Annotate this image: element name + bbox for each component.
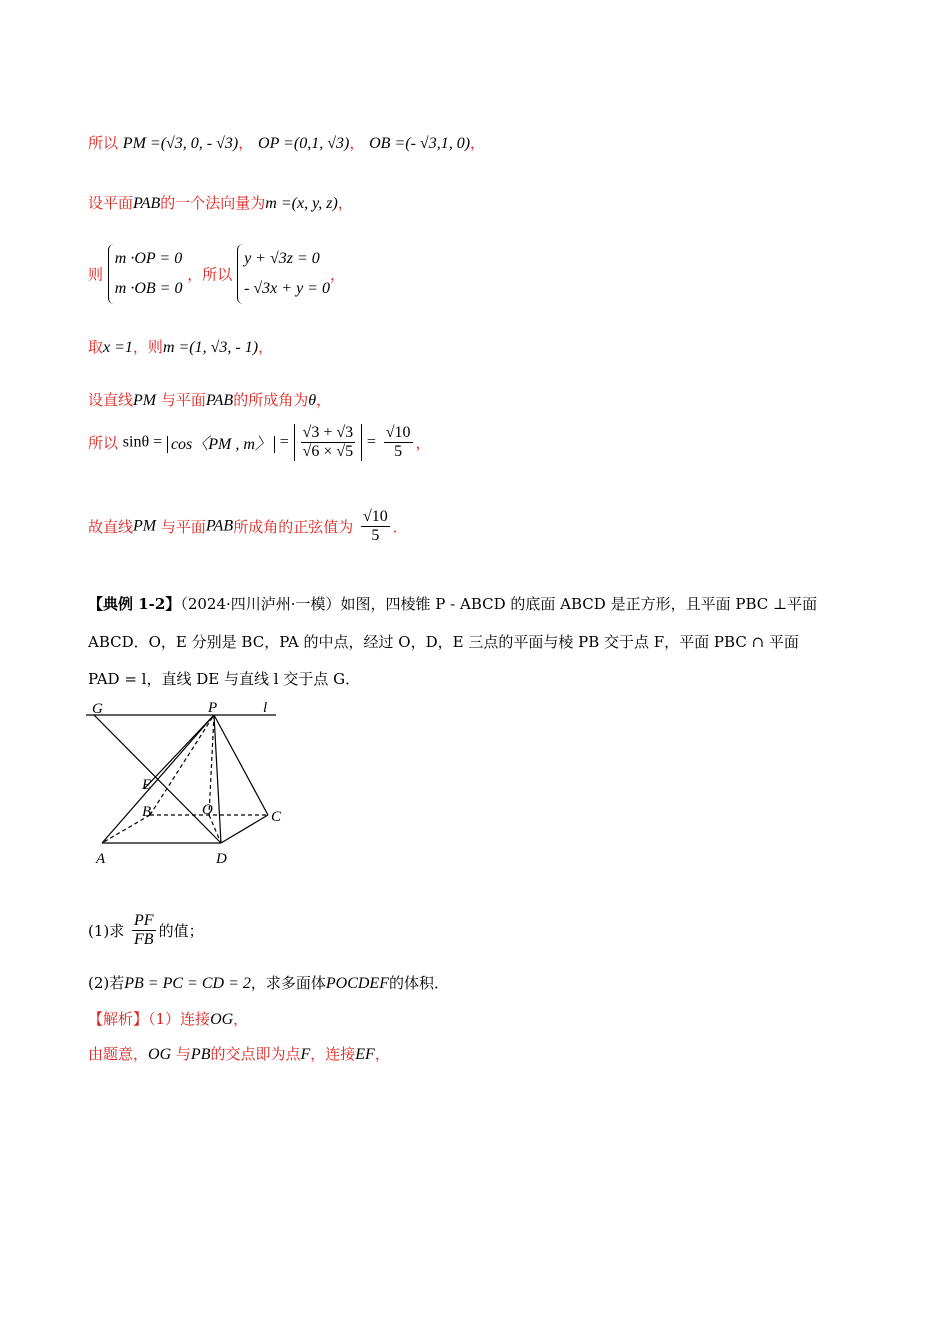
segment-po-hidden	[209, 715, 214, 815]
fraction-result	[384, 424, 413, 461]
label-l: l	[263, 700, 268, 716]
example-text: （2024·四川泸州·一模）如图，四棱锥 P - ABCD 的底面 ABCD 是正方形，且平面 PBC ⊥平面	[180, 595, 818, 613]
segment-pb: PB	[190, 1046, 211, 1063]
line-take-x	[88, 336, 273, 357]
sep: ，	[337, 194, 353, 212]
abs-fraction	[294, 424, 363, 461]
plane-pab: PAB	[205, 392, 234, 409]
text: ，则	[132, 338, 163, 356]
sep: ，	[470, 134, 486, 152]
text: 设平面	[88, 194, 134, 212]
text: ，所以	[187, 265, 233, 284]
line-system	[88, 244, 345, 304]
sep: ，	[349, 134, 365, 152]
label-e: E	[142, 777, 152, 793]
denominator: FB	[134, 931, 154, 948]
sep: ，	[233, 1010, 249, 1028]
text: 则	[88, 265, 104, 284]
numerator: PF	[134, 912, 154, 929]
text: 的体积．	[388, 974, 449, 992]
example-tag: 【典例 1-2】	[88, 595, 181, 613]
solution-line-2	[88, 1043, 390, 1064]
question-2	[88, 972, 449, 993]
line-vectors	[88, 132, 485, 153]
numerator: √10	[385, 424, 411, 441]
sep: ，	[329, 265, 345, 284]
condition: PB = PC = CD = 2	[124, 975, 251, 992]
example-text: ABCD．O，E 分别是 BC，PA 的中点，经过 O，D，E 三点的平面与棱 PB 交于点 F，平面 PBC ∩ 平面	[88, 633, 799, 651]
line-conclusion	[88, 508, 408, 545]
label-o: O	[202, 802, 213, 818]
vector-ob: OB =(- √3,1, 0)	[369, 135, 471, 152]
text: 设直线	[88, 391, 134, 409]
solution-line-1	[88, 1008, 248, 1029]
text: 故直线	[88, 518, 134, 536]
sine-fraction	[361, 508, 390, 545]
denominator: 5	[371, 527, 380, 544]
equation: m ·OP = 0	[114, 250, 183, 267]
vector-op: OP =(0,1, √3)	[258, 135, 350, 152]
text: (1)求	[88, 922, 125, 940]
edge-pb-hidden	[150, 715, 214, 815]
label-a: A	[96, 851, 106, 867]
example-line-2	[88, 631, 799, 652]
segment-pe	[144, 715, 214, 789]
text: （1）连接	[148, 1010, 211, 1028]
segment-og: OG	[148, 1046, 172, 1063]
period: ．	[392, 518, 408, 536]
segment-og: OG	[210, 1011, 234, 1028]
text: 取	[88, 338, 104, 356]
text: 所以	[88, 434, 119, 452]
line-pm: PM	[133, 392, 157, 409]
plane-pab: PAB	[205, 517, 234, 535]
text: 与平面	[160, 391, 206, 409]
label-p: P	[208, 700, 218, 716]
label-b: B	[142, 804, 152, 820]
question-1	[88, 912, 204, 949]
label-d: D	[216, 851, 227, 867]
text: (2)若	[88, 974, 125, 992]
text: 由题意，	[88, 1045, 149, 1063]
equation: y + √3z = 0	[244, 250, 320, 267]
plane-pab: PAB	[133, 195, 161, 212]
text: 的所成角为	[233, 391, 309, 409]
text: 的值；	[158, 922, 204, 940]
sep: ，	[374, 1045, 390, 1063]
text: 与	[175, 1045, 191, 1063]
denominator: √6 × √5	[302, 443, 354, 460]
label-c: C	[271, 809, 282, 825]
line-pm: PM	[133, 517, 157, 535]
numerator: √10	[362, 508, 388, 525]
text: ，求多面体	[250, 974, 326, 992]
label-g: G	[92, 701, 103, 717]
line-angle	[88, 389, 331, 410]
line-normal-vector	[88, 192, 353, 213]
point-f: F	[300, 1046, 311, 1063]
vector-m: m =(x, y, z)	[265, 195, 338, 212]
edge-dc	[221, 815, 268, 843]
text: 的交点即为点	[210, 1045, 301, 1063]
text: 所成角的正弦值为	[233, 518, 354, 536]
example-line-3	[88, 668, 360, 689]
text: ，连接	[310, 1045, 356, 1063]
fraction-pf-fb	[132, 912, 156, 949]
example-line-1	[88, 593, 817, 614]
equation: m ·OB = 0	[114, 280, 183, 297]
solution-tag: 【解析】	[88, 1010, 149, 1028]
numerator: √3 + √3	[302, 424, 354, 441]
theta: θ	[308, 392, 317, 409]
text: 与平面	[160, 518, 206, 536]
example-text: PAD = l，直线 DE 与直线 l 交于点 G．	[88, 670, 361, 688]
edge-pd	[214, 715, 221, 843]
system-left	[108, 244, 183, 304]
edge-pc	[214, 715, 268, 815]
equation: - √3x + y = 0	[244, 280, 330, 297]
line-sin: 所以 sinθ = cos〈PM , m〉 = $\frac{√3 + √3}{√6 \times √5}$ = $\frac{√10}{5}$ ，	[88, 424, 431, 460]
sep: ，	[415, 434, 431, 452]
sep: ，	[316, 391, 332, 409]
system-right	[237, 244, 330, 304]
sep: ，	[238, 134, 254, 152]
segment-ef: EF	[355, 1046, 375, 1063]
vector-m-value: m =(1, √3, - 1)	[162, 339, 259, 356]
pyramid-figure	[80, 695, 300, 875]
sin-theta: sinθ =	[122, 433, 163, 451]
fraction	[301, 424, 356, 461]
vector-pm: PM =(√3, 0, - √3)	[122, 135, 239, 152]
sep: ，	[258, 338, 274, 356]
x-value: x =1	[103, 339, 133, 356]
line-gd	[94, 715, 221, 843]
polyhedron: POCDEF	[325, 975, 389, 992]
abs-cos: cos〈PM , m〉	[167, 436, 275, 453]
denominator: 5	[394, 443, 403, 460]
text: 所以	[88, 134, 119, 152]
text: 的一个法向量为	[160, 194, 266, 212]
